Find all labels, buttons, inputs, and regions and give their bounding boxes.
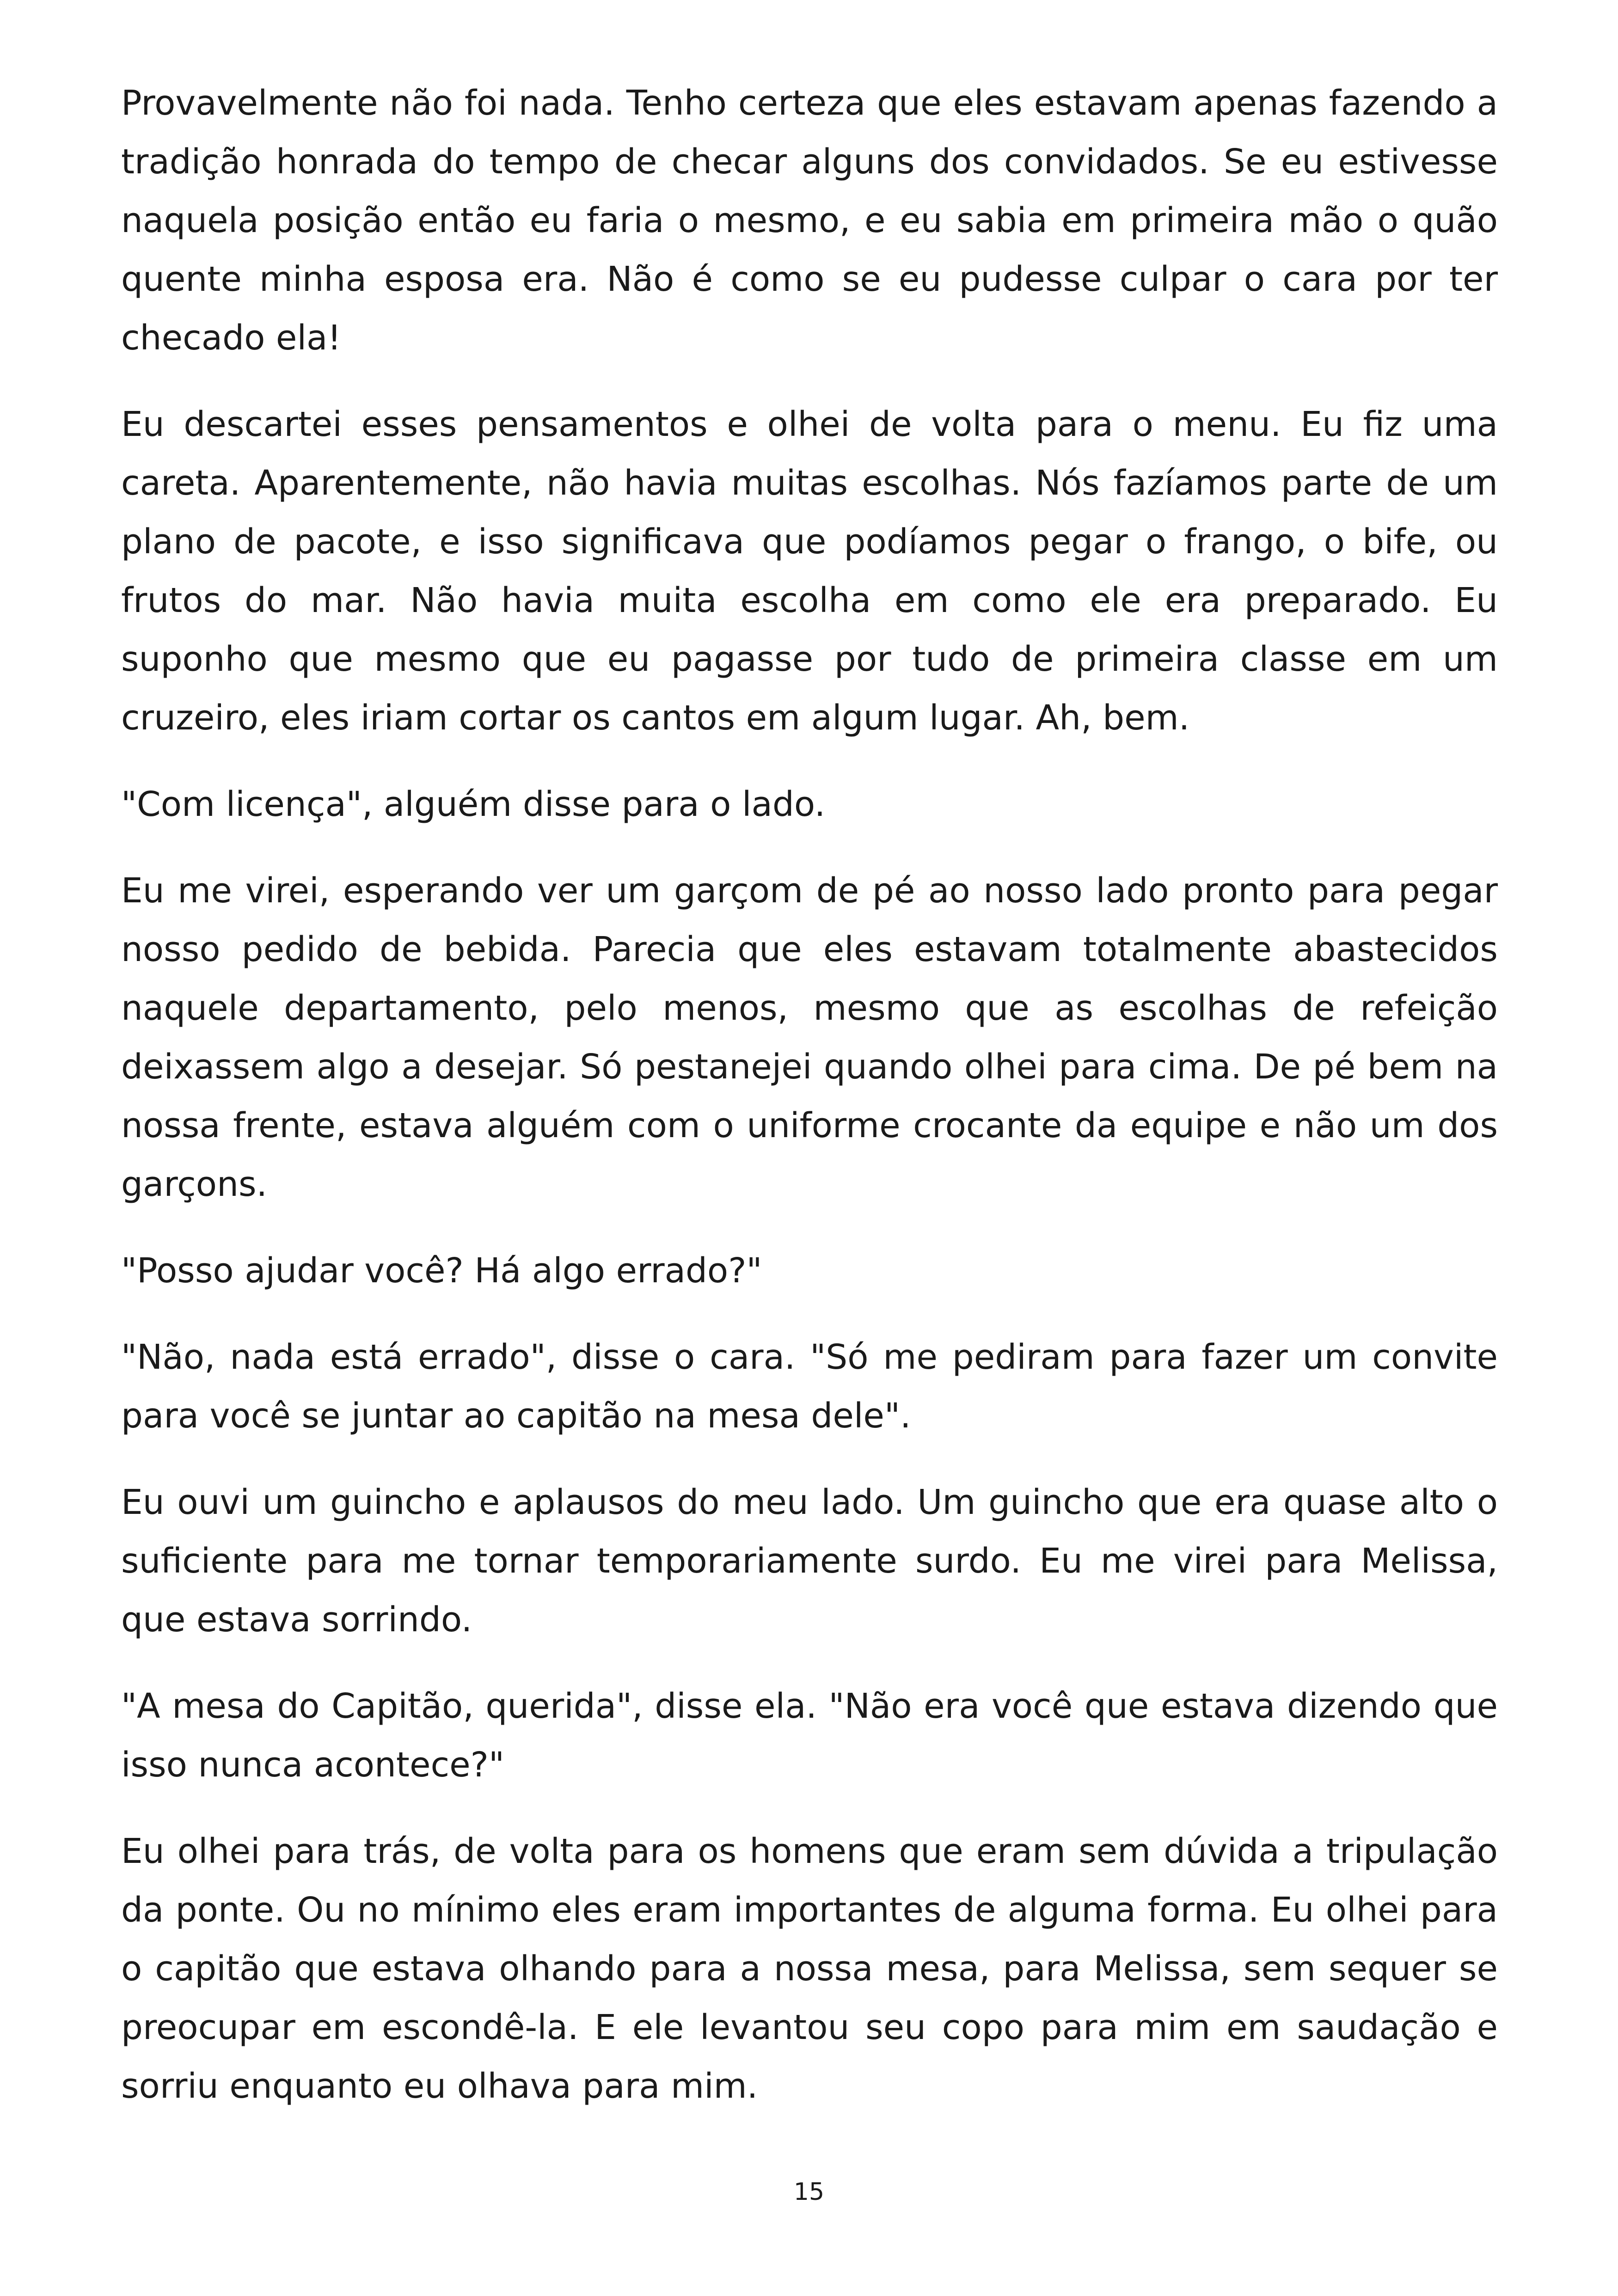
paragraph: Eu olhei para trás, de volta para os homens que eram sem dúvida a tripulação da ponte. Ou no mínimo eles eram importantes de alguma forma. Eu olhei para o capitão que estava olhando para a nossa mesa, para Melissa, sem sequer se preocupar em escondê-la. E ele levantou seu copo para mim em saudação e sorriu enquanto eu olhava para mim. — [121, 1831, 1498, 2106]
paragraph: Eu descartei esses pensamentos e olhei de volta para o menu. Eu fiz uma careta. Aparentemente, não havia muitas escolhas. Nós fazíamos parte de um plano de pacote, e isso significava que podíamos pegar o frango, o bife, ou frutos do mar. Não havia muita escolha em como ele era preparado. Eu suponho que mesmo que eu pagasse por tudo de primeira classe em um cruzeiro, eles iriam cortar os cantos em algum lugar. Ah, bem. — [121, 404, 1498, 738]
paragraph: "Não, nada está errado", disse o cara. "Só me pediram para fazer um convite para você se juntar ao capitão na mesa dele". — [121, 1337, 1498, 1436]
paragraph: "Com licença", alguém disse para o lado. — [121, 784, 826, 824]
paragraph: "Posso ajudar você? Há algo errado?" — [121, 1251, 762, 1291]
page-number: 15 — [793, 2178, 825, 2206]
body-text — [121, 74, 1498, 2143]
paragraph: Provavelmente não foi nada. Tenho certeza que eles estavam apenas fazendo a tradição honrada do tempo de checar alguns dos convidados. Se eu estivesse naquela posição então eu faria o mesmo, e eu sabia em primeira mão o quão quente minha esposa era. Não é como se eu pudesse culpar o cara por ter checado ela! — [121, 83, 1498, 358]
paragraph: Eu me virei, esperando ver um garçom de pé ao nosso lado pronto para pegar nosso pedido de bebida. Parecia que eles estavam totalmente abastecidos naquele departamento, pelo menos, mesmo que as escolhas de refeição deixassem algo a desejar. Só pestanejei quando olhei para cima. De pé bem na nossa frente, estava alguém com o uniforme crocante da equipe e não um dos garçons. — [121, 871, 1498, 1204]
paragraph: "A mesa do Capitão, querida", disse ela. "Não era você que estava dizendo que isso nunca acontece?" — [121, 1686, 1498, 1785]
paragraph: Eu ouvi um guincho e aplausos do meu lado. Um guincho que era quase alto o suficiente para me tornar temporariamente surdo. Eu me virei para Melissa, que estava sorrindo. — [121, 1482, 1498, 1640]
